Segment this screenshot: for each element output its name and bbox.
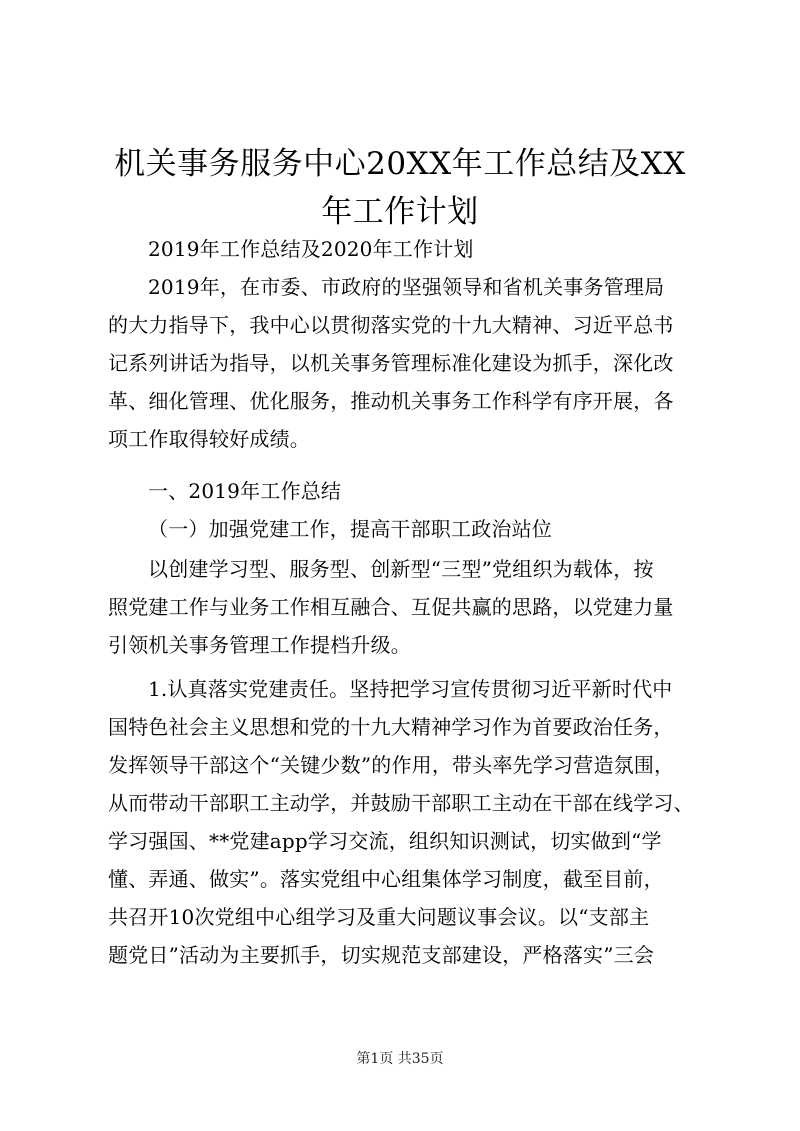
body-line-9: 以创建学习型、服务型、创新型“三型”党组织为载体，按 — [148, 557, 654, 581]
body-line-5: 革、细化管理、优化服务，推动机关事务工作科学有序开展，各 — [108, 389, 674, 413]
body-line-11: 引领机关事务管理工作提档升级。 — [108, 633, 411, 657]
subsection-heading: （一）加强党建工作，提高干部职工政治站位 — [148, 517, 552, 541]
body-line-10: 照党建工作与业务工作相互融合、互促共赢的思路，以党建力量 — [108, 595, 674, 619]
body-line-3: 的大力指导下，我中心以贯彻落实党的十九大精神、习近平总书 — [108, 313, 674, 337]
body-line-6: 项工作取得较好成绩。 — [108, 427, 310, 451]
body-line-17: 懂、弄通、做实”。落实党组中心组集体学习制度，截至目前， — [108, 867, 664, 891]
body-line-14: 发挥领导干部这个“关键少数”的作用，带头率先学习营造氛围， — [108, 753, 675, 777]
body-line-12: 1.认真落实党建责任。坚持把学习宣传贯彻习近平新时代中 — [148, 677, 673, 701]
body-line-16: 学习强国、**党建app学习交流，组织知识测试，切实做到“学 — [108, 829, 662, 853]
body-line-1: 2019年工作总结及2020年工作计划 — [148, 237, 474, 261]
body-line-13: 国特色社会主义思想和党的十九大精神学习作为首要政治任务， — [108, 715, 674, 739]
body-line-18: 共召开10次党组中心组学习及重大问题议事会议。以“支部主 — [108, 905, 650, 929]
page-footer: 第1页 共35页 — [356, 1051, 444, 1067]
body-line-4: 记系列讲话为指导，以机关事务管理标准化建设为抓手，深化改 — [108, 351, 674, 375]
body-line-2: 2019年，在市委、市政府的坚强领导和省机关事务管理局 — [148, 275, 665, 299]
section-heading: 一、2019年工作总结 — [148, 479, 342, 503]
body-line-19: 题党日”活动为主要抓手，切实规范支部建设，严格落实”三会 — [108, 943, 655, 967]
document-title: 机关事务服务中心20XX年工作总结及XX年工作计划 — [114, 146, 686, 230]
body-line-15: 从而带动干部职工主动学，并鼓励干部职工主动在干部在线学习、 — [108, 791, 694, 815]
